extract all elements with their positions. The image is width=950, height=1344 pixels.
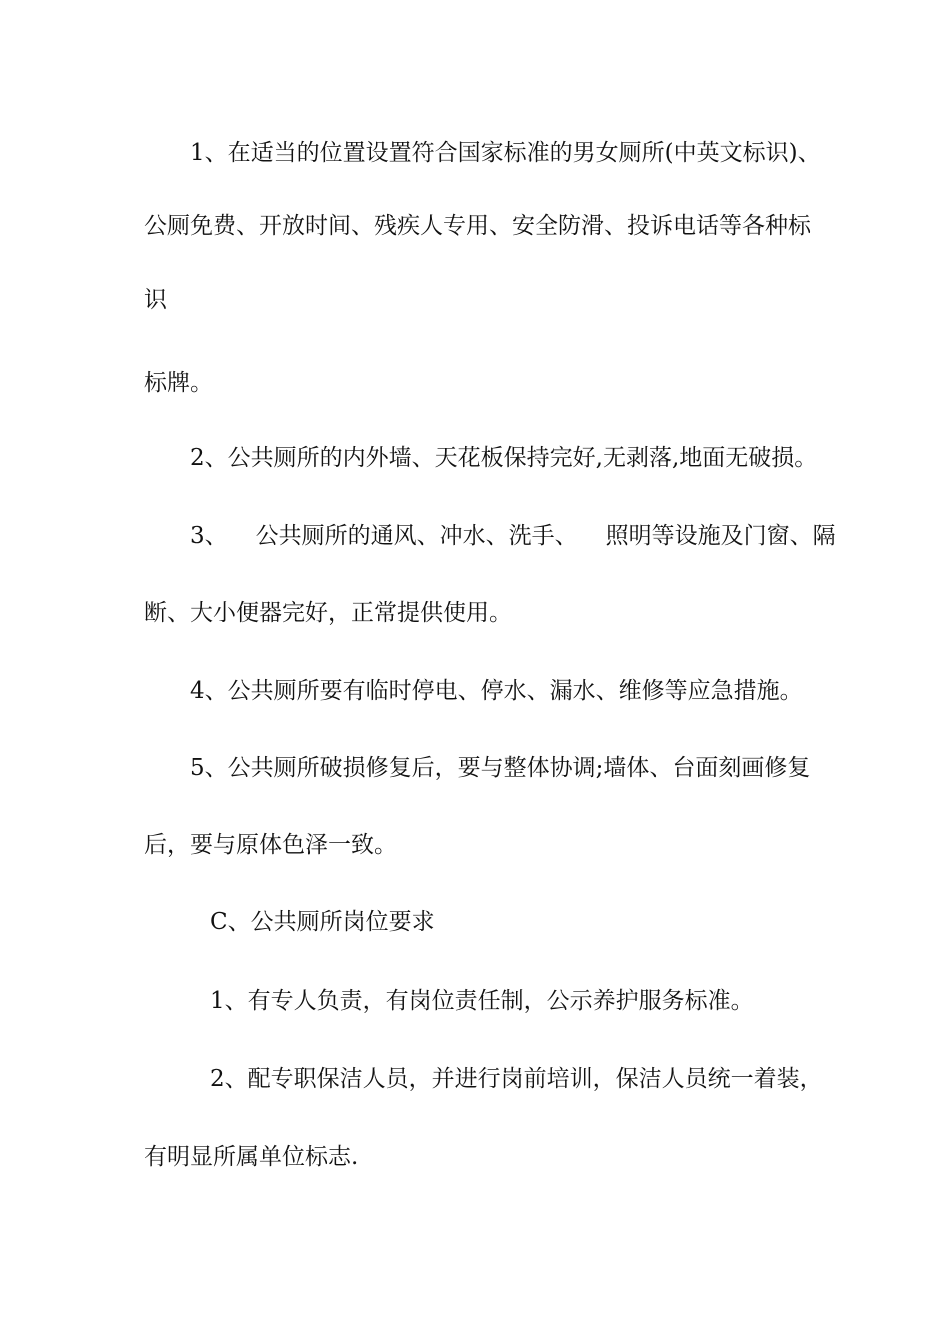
paragraph-line-7: 断、大小便器完好，正常提供使用。: [144, 600, 512, 626]
paragraph-line-6: [190, 521, 870, 551]
item-3-part-1: 公共厕所的通风、冲水、洗手、: [255, 523, 578, 549]
item-3-part-2: 照明等设施及门窗、隔: [605, 523, 836, 549]
paragraph-line-8: 4、公共厕所要有临时停电、停水、漏水、维修等应急措施。: [190, 678, 803, 704]
paragraph-line-11: 1、有专人负责，有岗位责任制，公示养护服务标准。: [210, 988, 754, 1014]
paragraph-line-2: 公厕免费、开放时间、残疾人专用、安全防滑、投诉电话等各种标: [144, 213, 811, 239]
paragraph-line-3: 识: [144, 287, 167, 313]
paragraph-line-5: 2、公共厕所的内外墙、天花板保持完好,无剥落,地面无破损。: [190, 445, 818, 471]
paragraph-line-9: 5、公共厕所破损修复后，要与整体协调;墙体、台面刻画修复: [190, 755, 811, 781]
paragraph-line-12: 2、配专职保洁人员，并进行岗前培训，保洁人员统一着装，: [210, 1066, 823, 1092]
paragraph-line-13: 有明显所属单位标志.: [144, 1144, 359, 1170]
paragraph-line-4: 标牌。: [144, 370, 213, 396]
paragraph-line-10: 后，要与原体色泽一致。: [144, 832, 397, 858]
paragraph-line-1: 1、在适当的位置设置符合国家标准的男女厕所(中英文标识)、: [190, 140, 821, 166]
item-number-3: 3、: [190, 523, 228, 549]
section-heading: C、公共厕所岗位要求: [210, 909, 435, 935]
